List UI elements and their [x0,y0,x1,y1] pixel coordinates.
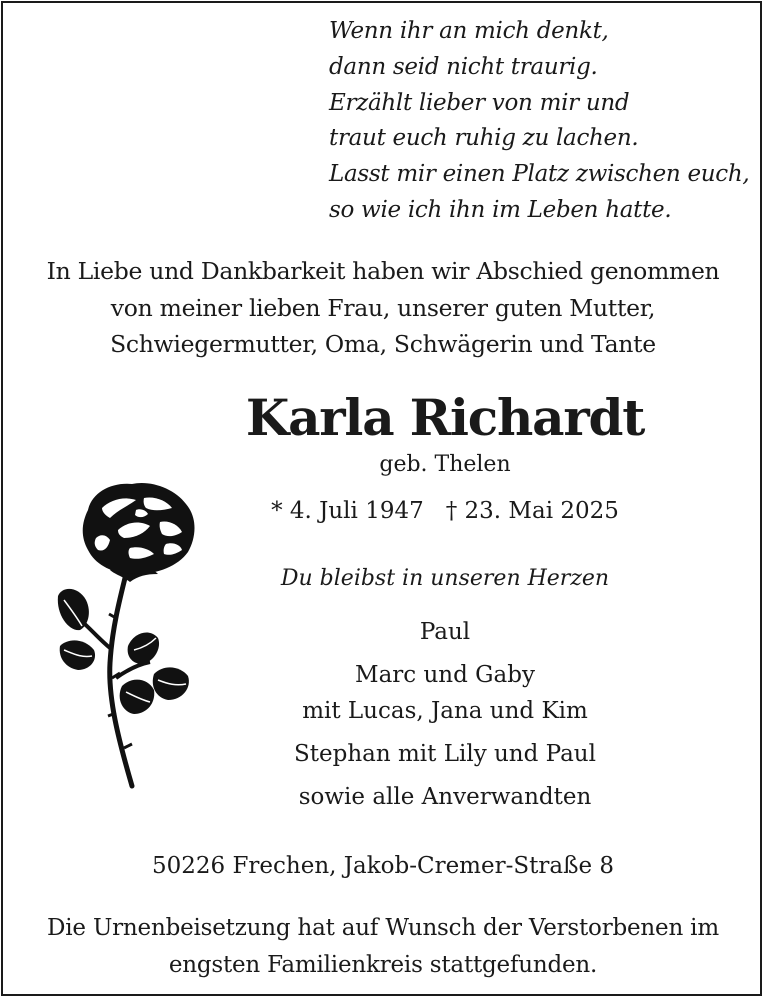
death-date: † 23. Mai 2025 [445,498,619,524]
birth-date: * 4. Juli 1947 [271,498,424,524]
life-dates [200,493,690,529]
poem-line: Wenn ihr an mich denkt, [329,18,609,44]
poem-line: so wie ich ihn im Leben hatte. [329,196,672,223]
address: 50226 Frechen, Jakob-Cremer-Straße 8 [151,853,614,879]
poem-line: traut euch ruhig zu lachen. [329,125,639,152]
intro-line: von meiner lieben Frau, unserer guten Mutter, [110,293,656,322]
poem-line: Erzählt lieber von mir und [329,89,630,116]
intro-line: Schwiegermutter, Oma, Schwägerin und Tante [110,330,656,358]
maiden-name: geb. Thelen [379,452,511,477]
family-member: Paul [419,619,471,645]
poem-line: Lasst mir einen Platz zwischen euch, [329,161,750,188]
deceased-name: Karla Richardt [245,388,645,447]
poem [329,14,759,229]
notice-line: engsten Familienkreis stattgefunden. [168,951,598,978]
family-member: Marc und Gaby [355,662,535,688]
intro-line: In Liebe und Dankbarkeit haben wir Abschied genommen [46,257,720,285]
family-member: mit Lucas, Jana und Kim [302,698,588,724]
family-member: Stephan mit Lily und Paul [294,741,596,767]
burial-notice [10,910,756,983]
notice-line: Die Urnenbeisetzung hat auf Wunsch der Verstorbenen im [47,915,719,941]
poem-line: dann seid nicht traurig. [329,53,598,80]
rose-icon [50,478,210,793]
family-member: sowie alle Anverwandten [298,784,592,810]
motto: Du bleibst in unseren Herzen [280,566,610,591]
intro-text [10,253,756,363]
